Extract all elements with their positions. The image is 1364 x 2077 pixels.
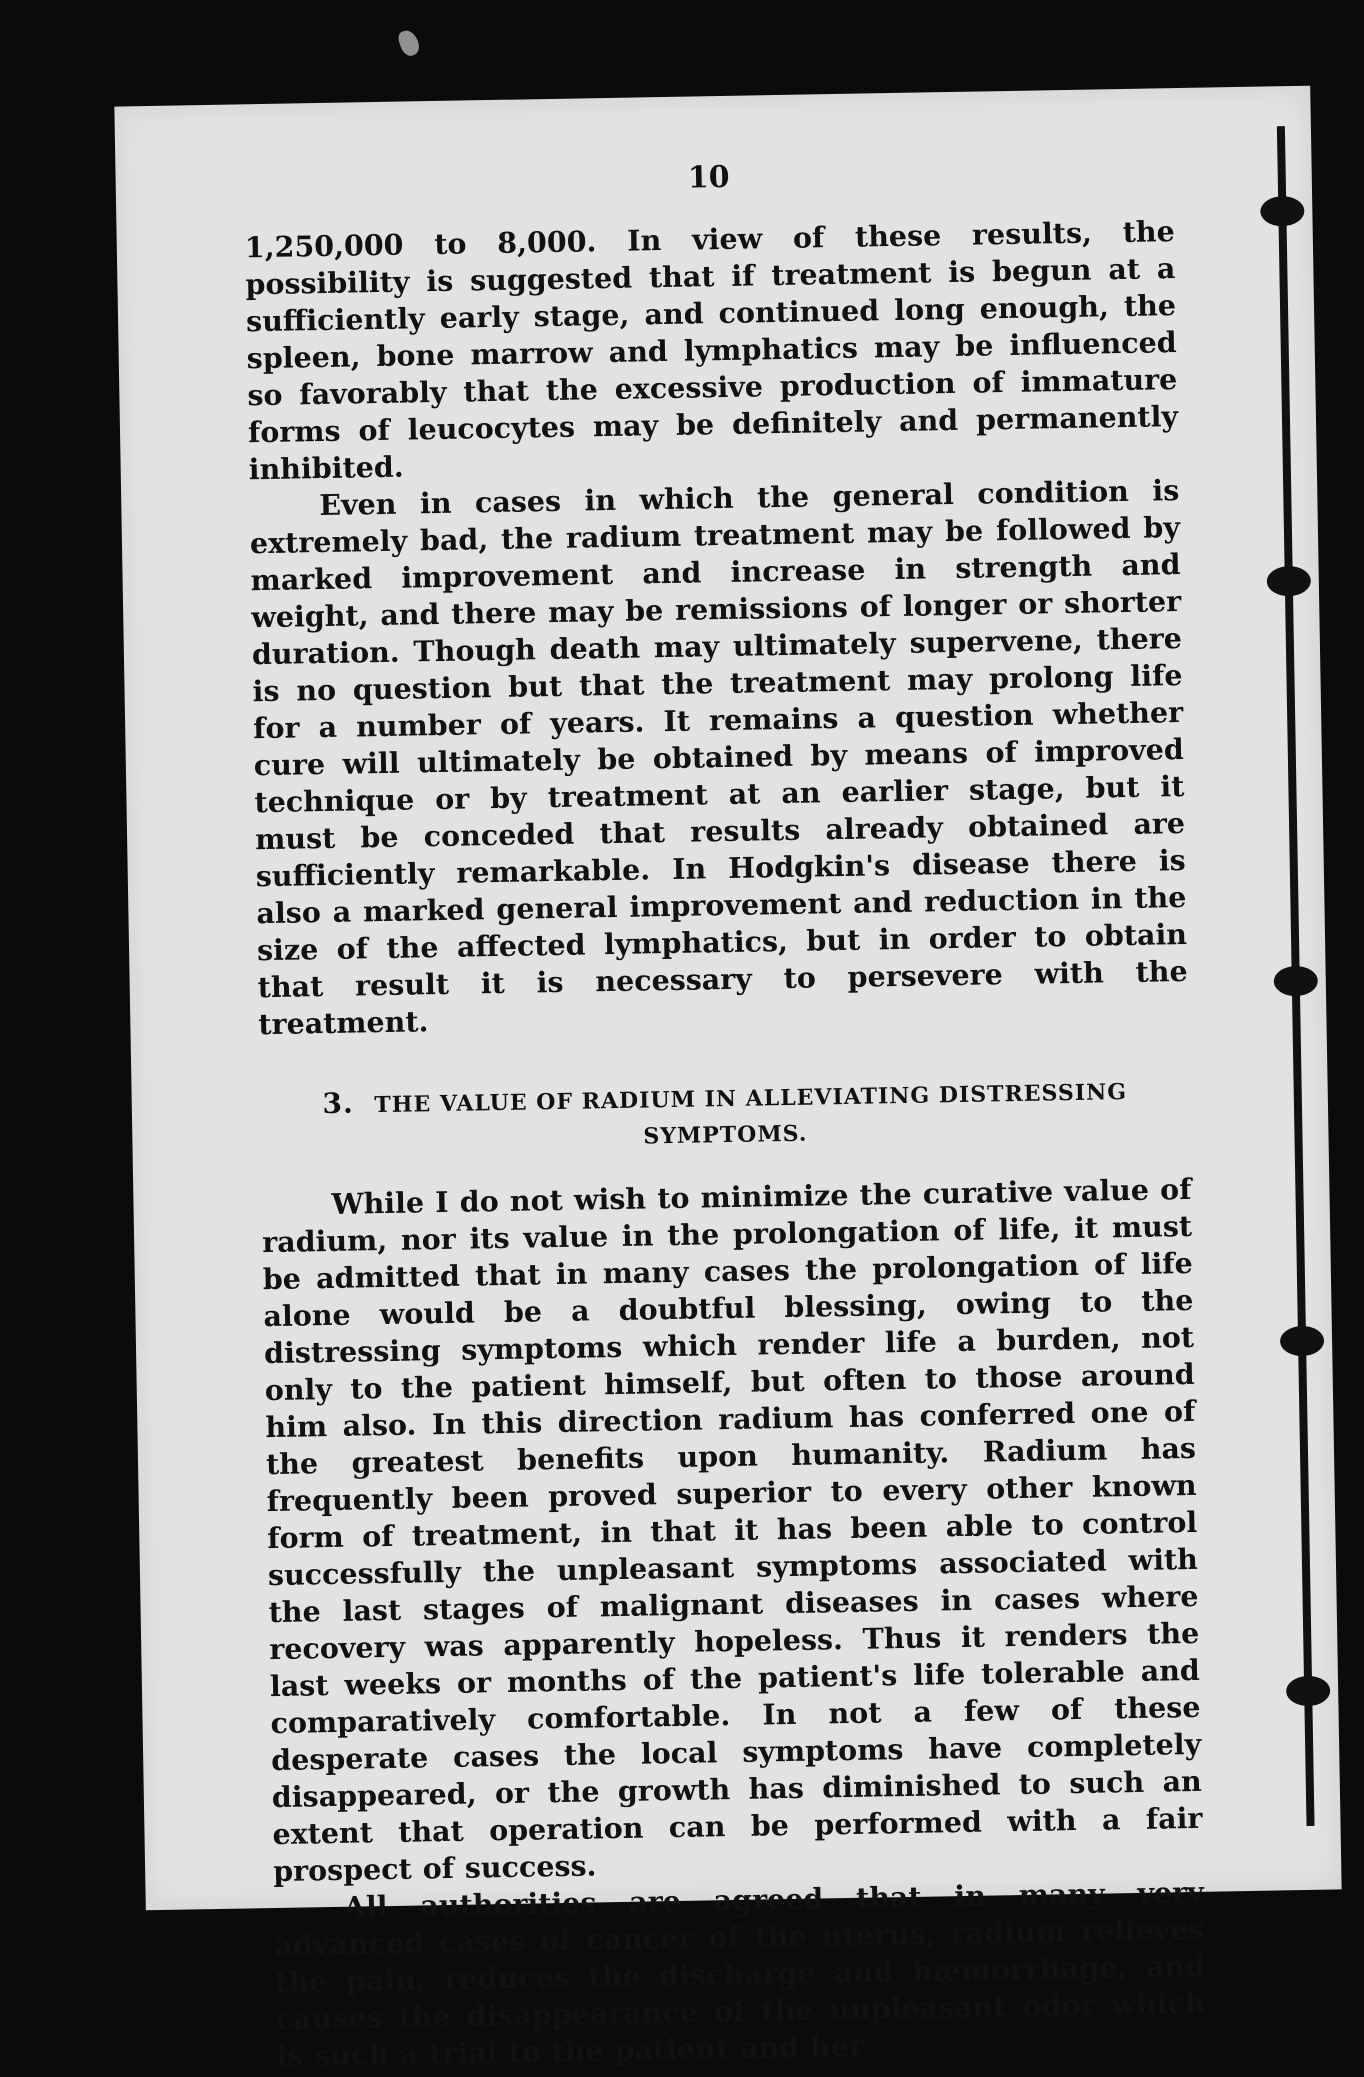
paragraph: While I do not wish to minimize the curative value of radium, nor its value in the prolongation of life, it must be admitted that in many cases the prolongation of life alone would be a doubtful blessing, owing to the distressing symptoms which render life a burden, not only to the patient himself, but often to those around him also. In this direction radium has conferred one of the greatest benefits upon humanity. Radium has frequently been proved superior to every other known form of treatment, in that it has been able to control successfully the unpleasant symptoms associated with the last stages of malignant diseases in cases where recovery was apparently hopeless. Thus it renders the last weeks or months of the patient's life tolerable and comparatively comfortable. In not a few of these desperate cases the local symptoms have completely disappeared, or the growth has diminished to such an extent that operation can be performed with a fair prospect of success. bbox=[261, 1171, 1203, 1889]
section-title-line-2: SYMPTOMS. bbox=[643, 1120, 808, 1150]
section-title-line-1: THE VALUE OF RADIUM IN ALLEVIATING DISTRESSING bbox=[374, 1079, 1128, 1119]
binding-stitch bbox=[1286, 1676, 1331, 1707]
binding-stitch bbox=[1267, 566, 1312, 597]
binding-stitch bbox=[1260, 196, 1305, 227]
paragraph: All authorities are agreed that in many very advanced cases of cancer of the uterus, radium relieves the pain, reduces the discharge and hæmorrhage, and causes the disappearance of the unpleasant odor which is such a trial to the patient and her bbox=[274, 1874, 1206, 2074]
paragraph: 1,250,000 to 8,000. In view of these results, the possibility is suggested that if treatment is begun at a sufficiently early stage, and continued long enough, the spleen, bone marrow and lymphatics may be influenced so favorably that the excessive production of immature forms of leucocytes may be definitely and permanently inhibited. bbox=[244, 214, 1179, 487]
binding-stitch bbox=[1274, 966, 1319, 997]
section-heading bbox=[259, 1071, 1190, 1161]
book-page bbox=[114, 86, 1341, 2074]
page-content bbox=[243, 152, 1206, 2075]
scan-artifact bbox=[396, 28, 422, 59]
paragraph: Even in cases in which the general condition is extremely bad, the radium treatment may be followed by marked improvement and increase in strength and weight, and there may be remissions of longer or shorter duration. Though death may ultimately supervene, there is no question but that the treatment may prolong life for a number of years. It remains a question whether cure will ultimately be obtained by means of improved technique or by treatment at an earlier stage, but it must be conceded that results already obtained are sufficiently remarkable. In Hodgkin's disease there is also a marked general improvement and reduction in the size of the affected lymphatics, but in order to obtain that result it is necessary to persevere with the treatment. bbox=[249, 473, 1188, 1042]
binding-stitch bbox=[1280, 1326, 1325, 1357]
page-number: 10 bbox=[687, 159, 730, 196]
section-number: 3. bbox=[322, 1086, 354, 1121]
